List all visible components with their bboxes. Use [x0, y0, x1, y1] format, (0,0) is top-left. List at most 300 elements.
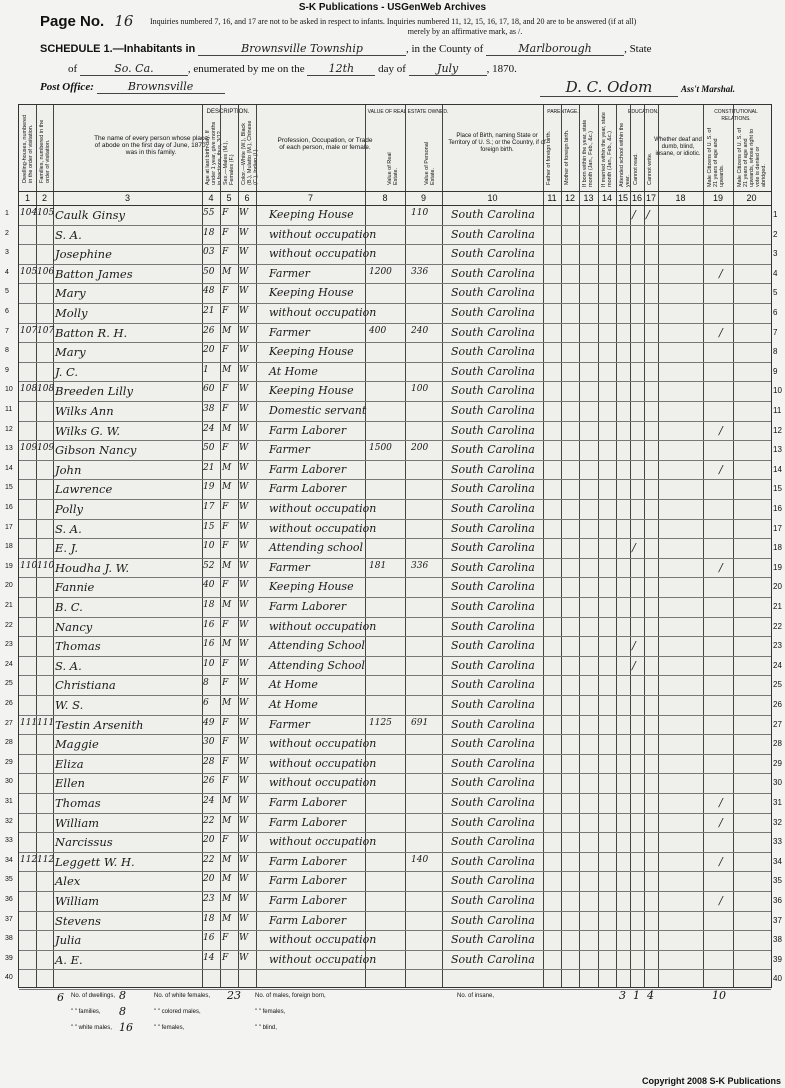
- col8-header: Value of Real Estate.: [387, 152, 399, 185]
- cell-occ: At Home: [269, 364, 318, 378]
- cell-name: Caulk Ginsy: [55, 208, 126, 222]
- cell-occ: Attending School: [269, 639, 365, 653]
- row-number-left: 31: [5, 798, 13, 805]
- row-number-left: 28: [5, 739, 13, 747]
- schedule-label: SCHEDULE 1.—Inhabitants in: [40, 43, 196, 55]
- cell-name: S. A.: [55, 227, 82, 242]
- cell-c19: /: [719, 894, 723, 907]
- cell-occ: Farm Laborer: [269, 854, 347, 868]
- cell-birth: South Carolina: [451, 345, 535, 359]
- cell-birth: South Carolina: [451, 364, 535, 378]
- footer-text: 8: [119, 989, 126, 1002]
- cell-birth: South Carolina: [451, 796, 535, 809]
- column-divider: [630, 105, 631, 987]
- cell-re: 1125: [369, 717, 392, 728]
- cell-birth: South Carolina: [451, 325, 535, 339]
- cell-sex: M: [222, 364, 232, 375]
- row-divider: [19, 813, 771, 814]
- row-number: 32: [773, 817, 782, 827]
- row-divider: [19, 381, 771, 382]
- cell-birth: South Carolina: [451, 698, 535, 711]
- cell-occ: without occupation: [269, 227, 377, 241]
- row-number: 11: [773, 406, 782, 415]
- row-divider: [19, 264, 771, 265]
- cell-c19: /: [719, 560, 723, 574]
- row-number: 39: [773, 954, 782, 964]
- row-number-left: 24: [5, 660, 13, 668]
- cell-occ: without occupation: [269, 756, 377, 770]
- cell-sex: F: [222, 345, 229, 356]
- row-divider: [19, 891, 771, 892]
- column-number: 2: [41, 193, 47, 203]
- cell-occ: without occupation: [269, 776, 377, 790]
- row-number: 28: [773, 739, 782, 749]
- column-number: 4: [208, 193, 214, 203]
- footer-text: No. of white females,: [154, 993, 211, 999]
- state-field: So. Ca.: [80, 62, 188, 76]
- value-header: VALUE OF REAL ESTATE OWNED.: [367, 109, 449, 115]
- column-number: 14: [601, 193, 612, 203]
- cell-age: 26: [203, 325, 215, 336]
- cell-c19: /: [719, 325, 723, 339]
- column-number: 12: [564, 193, 575, 203]
- cell-sex: M: [222, 796, 232, 806]
- cell-birth: South Carolina: [451, 541, 535, 555]
- cell-age: 26: [203, 776, 215, 787]
- page-number-label: Page No.: [40, 13, 105, 30]
- col3-header: The name of every person whose place of abode on the first day of June, 1870, was in this family.: [94, 135, 208, 156]
- cell-col: W: [239, 384, 249, 395]
- cell-col: W: [239, 698, 249, 708]
- column-divider: [543, 105, 544, 987]
- row-number-left: 19: [5, 562, 13, 570]
- cell-age: 18: [203, 913, 215, 924]
- row-number: 20: [773, 582, 782, 592]
- cell-birth: South Carolina: [451, 266, 535, 280]
- row-divider: [19, 832, 771, 833]
- column-number: 19: [712, 193, 723, 203]
- column-number: 15: [617, 193, 628, 203]
- row-number: 4: [773, 268, 778, 278]
- row-number-left: 9: [5, 366, 9, 374]
- row-number: 3: [773, 249, 778, 259]
- cell-sex: M: [222, 423, 232, 434]
- column-divider: [644, 105, 645, 987]
- col9-header: Value of Personal Estate.: [424, 141, 436, 185]
- cell-dw: 104: [20, 208, 38, 218]
- county-field: Marlborough: [486, 42, 624, 56]
- cell-dw: 109: [20, 443, 38, 454]
- cell-age: 6: [203, 698, 209, 708]
- cell-col: W: [239, 404, 249, 414]
- cell-col: W: [239, 776, 249, 787]
- column-divider: [733, 105, 734, 987]
- cell-sex: F: [222, 502, 229, 512]
- cell-sex: F: [222, 835, 229, 846]
- cell-birth: South Carolina: [451, 306, 535, 319]
- cell-name: Breeden Lilly: [55, 384, 133, 399]
- cell-col: W: [239, 952, 249, 963]
- col19-header: Male Citizens of U. S. of 21 years of age and upwards.: [707, 128, 725, 187]
- cell-c16: /: [632, 639, 636, 653]
- cell-birth: South Carolina: [451, 208, 535, 221]
- row-number: 31: [773, 798, 782, 807]
- column-number: 1: [24, 193, 30, 203]
- cell-re: 400: [369, 325, 387, 336]
- row-number-left: 21: [5, 602, 13, 609]
- cell-c19: /: [719, 815, 723, 829]
- row-number: 7: [773, 327, 778, 337]
- cell-c16: /: [632, 208, 636, 221]
- footer-text: No. of dwellings,: [71, 993, 116, 999]
- cell-name: S. A.: [55, 658, 82, 673]
- cell-col: W: [239, 306, 249, 316]
- cell-occ: Farm Laborer: [269, 913, 347, 927]
- row-number-left: 22: [5, 621, 13, 629]
- cell-col: W: [239, 462, 249, 473]
- description-header: DESCRIPTION.: [206, 109, 250, 115]
- row-divider: [19, 401, 771, 402]
- cell-birth: South Carolina: [451, 619, 535, 633]
- of-label: of: [68, 63, 78, 75]
- cell-name: Wilks Ann: [55, 404, 114, 418]
- cell-col: W: [239, 619, 249, 630]
- cell-age: 8: [203, 678, 209, 689]
- cell-sex: F: [222, 756, 229, 767]
- col15-header: Attended school within the year.: [619, 122, 631, 187]
- cell-col: W: [239, 560, 249, 571]
- cell-age: 21: [203, 306, 215, 316]
- page-number: [40, 12, 133, 30]
- cell-fam: 109: [37, 443, 55, 454]
- column-number: 6: [244, 193, 250, 203]
- instructions-note: [150, 17, 780, 37]
- cell-occ: without occupation: [269, 502, 377, 515]
- cell-birth: South Carolina: [451, 874, 535, 888]
- cell-occ: Farm Laborer: [269, 462, 347, 476]
- row-number: 12: [773, 425, 782, 435]
- cell-col: W: [239, 678, 249, 689]
- cell-col: W: [239, 502, 249, 512]
- cell-age: 10: [203, 541, 215, 552]
- footer-text: 23: [227, 989, 241, 1002]
- cell-col: W: [239, 521, 249, 532]
- row-number-left: 3: [5, 249, 9, 257]
- cell-col: W: [239, 913, 249, 924]
- footer-text: No. of males, foreign born,: [255, 993, 326, 999]
- cell-col: W: [239, 482, 249, 493]
- row-number-left: 7: [5, 327, 9, 335]
- cell-sex: M: [222, 560, 232, 571]
- col4-header: Age at last birth-day. If under 1 year, give months in fractions, thus, 3/12.: [205, 121, 223, 185]
- cell-name: A. E.: [55, 952, 83, 967]
- row-divider: [19, 421, 771, 422]
- col11-header: Father of foreign birth.: [546, 130, 552, 185]
- copyright-notice: Copyright 2008 S-K Publications: [641, 1076, 781, 1086]
- cell-sex: F: [222, 247, 229, 258]
- row-number: 22: [773, 621, 782, 631]
- township-field: Brownsville Township: [198, 42, 406, 56]
- cell-birth: South Carolina: [451, 482, 535, 496]
- cell-birth: South Carolina: [451, 658, 535, 672]
- footer-text: 10: [712, 989, 726, 1002]
- cell-col: W: [239, 325, 249, 336]
- cell-occ: Farm Laborer: [269, 796, 347, 809]
- cell-col: W: [239, 717, 249, 728]
- row-divider: [19, 852, 771, 853]
- cell-sex: F: [222, 678, 229, 689]
- row-divider: [19, 460, 771, 461]
- cell-name: Testin Arsenith: [55, 717, 144, 732]
- cell-birth: South Carolina: [451, 952, 535, 966]
- row-number-left: 4: [5, 268, 9, 276]
- cell-birth: South Carolina: [451, 560, 535, 574]
- cell-occ: without occupation: [269, 619, 377, 633]
- footer-text: " " families,: [71, 1009, 101, 1015]
- cell-age: 14: [203, 952, 215, 963]
- marshal-line: [540, 78, 735, 97]
- row-number: 10: [773, 386, 782, 396]
- post-office-label: Post Office:: [40, 81, 94, 93]
- cell-sex: F: [222, 952, 229, 963]
- column-number: 7: [307, 193, 313, 203]
- cell-name: Christiana: [55, 678, 116, 693]
- cell-col: W: [239, 933, 249, 944]
- cell-occ: without occupation: [269, 247, 377, 261]
- cell-c19: /: [719, 462, 723, 476]
- column-divider: [598, 105, 599, 987]
- row-number-left: 32: [5, 817, 13, 825]
- cell-col: W: [239, 874, 249, 885]
- row-divider: [19, 538, 771, 539]
- marshal-label: Ass't Marshal.: [681, 84, 736, 94]
- row-number: 6: [773, 308, 778, 317]
- cell-age: 40: [203, 580, 215, 591]
- day-label: day of: [378, 63, 406, 75]
- cell-sex: F: [222, 541, 229, 552]
- cell-col: W: [239, 639, 249, 650]
- header-divider: [19, 191, 771, 192]
- cell-dw: 105: [20, 266, 38, 277]
- cell-sex: F: [222, 208, 229, 218]
- row-number: 38: [773, 935, 782, 945]
- footer-text: " " white males,: [71, 1025, 112, 1031]
- row-divider: [19, 303, 771, 304]
- row-number: 15: [773, 484, 782, 494]
- row-number-left: 1: [5, 210, 9, 217]
- cell-fam: 105: [37, 208, 55, 218]
- row-number-left: 25: [5, 680, 13, 688]
- page-number-value: 16: [114, 12, 134, 30]
- row-number-left: 17: [5, 523, 13, 531]
- row-number: 36: [773, 896, 782, 905]
- cell-col: W: [239, 443, 249, 454]
- row-number-left: 6: [5, 308, 9, 315]
- cell-name: Thomas: [55, 796, 101, 810]
- cell-fam: 106: [37, 266, 55, 277]
- cell-name: Stevens: [55, 913, 101, 928]
- row-number: 17: [773, 523, 782, 533]
- row-divider: [19, 911, 771, 912]
- row-number: 26: [773, 700, 782, 709]
- cell-sex: M: [222, 266, 232, 277]
- cell-occ: Farmer: [269, 325, 310, 339]
- cell-name: Wilks G. W.: [55, 423, 121, 438]
- cell-birth: South Carolina: [451, 854, 535, 868]
- enumerated-label: , enumerated by me on the: [187, 63, 305, 75]
- month-field: July: [409, 62, 487, 76]
- cell-name: E. J.: [55, 541, 79, 556]
- post-office-field: Brownsville: [97, 80, 225, 94]
- footer-text: " " females,: [154, 1025, 185, 1031]
- cell-age: 52: [203, 560, 215, 571]
- row-number: 37: [773, 915, 782, 925]
- cell-occ: without occupation: [269, 737, 377, 751]
- cell-occ: Attending School: [269, 658, 365, 672]
- footer-text: " " colored males,: [154, 1009, 201, 1015]
- column-number: 13: [583, 193, 594, 203]
- row-divider: [19, 283, 771, 284]
- cell-name: Alex: [55, 874, 81, 889]
- row-number-left: 34: [5, 856, 13, 864]
- cell-name: John: [55, 462, 82, 477]
- row-number: 25: [773, 680, 782, 690]
- cell-c16: /: [632, 541, 636, 555]
- row-divider: [19, 950, 771, 951]
- cell-pe: 240: [411, 325, 429, 336]
- enumeration-line: [68, 62, 517, 76]
- cell-birth: South Carolina: [451, 815, 535, 829]
- cell-age: 16: [203, 619, 215, 630]
- col7-header: Profession, Occupation, or Trade of each person, male or female.: [277, 137, 373, 151]
- cell-c17: /: [646, 208, 650, 221]
- cell-sex: M: [222, 815, 232, 826]
- cell-occ: Keeping House: [269, 286, 354, 300]
- footer-text: No. of insane,: [457, 993, 495, 999]
- column-divider: [442, 105, 443, 987]
- cell-name: Mary: [55, 286, 86, 301]
- row-number-left: 30: [5, 778, 13, 786]
- cell-age: 30: [203, 737, 215, 748]
- cell-dw: 108: [20, 384, 38, 395]
- cell-sex: F: [222, 933, 229, 944]
- cell-occ: without occupation: [269, 933, 377, 947]
- footer-text: 16: [119, 1021, 133, 1034]
- column-number: 20: [746, 193, 757, 203]
- cell-birth: South Carolina: [451, 639, 535, 653]
- cell-age: 20: [203, 835, 215, 846]
- cell-sex: F: [222, 521, 229, 532]
- cell-birth: South Carolina: [451, 678, 535, 692]
- row-number: 14: [773, 464, 782, 474]
- cell-occ: Farm Laborer: [269, 815, 347, 829]
- row-number-left: 38: [5, 935, 13, 943]
- column-number: 5: [226, 193, 232, 203]
- cell-name: Nancy: [55, 619, 93, 634]
- row-number-left: 20: [5, 582, 13, 590]
- col5-header: Sex.—Males (M.), Females (F.): [223, 140, 235, 185]
- cell-name: Mary: [55, 345, 86, 360]
- cell-pe: 336: [411, 266, 429, 277]
- cell-occ: Farm Laborer: [269, 874, 347, 888]
- cell-age: 20: [203, 874, 215, 885]
- row-number-left: 10: [5, 386, 13, 394]
- row-number-left: 33: [5, 837, 13, 845]
- cell-col: W: [239, 286, 249, 297]
- row-divider: [19, 440, 771, 441]
- cell-age: 22: [203, 854, 215, 865]
- col10-header: Place of Birth, naming State or Territory of U. S.; or the Country, if of foreign birth.: [448, 133, 546, 153]
- cell-age: 16: [203, 639, 215, 650]
- cell-age: 19: [203, 482, 215, 493]
- cell-fam: 112: [37, 854, 55, 865]
- row-number: 29: [773, 758, 782, 768]
- cell-age: 38: [203, 404, 215, 414]
- schedule-line: [40, 42, 652, 56]
- cell-sex: M: [222, 325, 232, 336]
- row-number-left: 2: [5, 229, 9, 237]
- row-divider: [19, 773, 771, 774]
- cell-age: 23: [203, 894, 215, 904]
- cell-sex: F: [222, 658, 229, 669]
- cell-sex: F: [222, 737, 229, 748]
- column-number: 10: [487, 193, 498, 203]
- constitutional-header: CONSTITUTIONAL RELATIONS.: [714, 109, 758, 122]
- census-table: [5, 104, 782, 1034]
- cell-age: 16: [203, 933, 215, 944]
- footer-text: 8: [119, 1005, 126, 1018]
- cell-birth: South Carolina: [451, 384, 535, 398]
- cell-re: 1500: [369, 443, 392, 454]
- row-divider: [19, 362, 771, 363]
- state-label: , State: [624, 43, 652, 55]
- row-number: 24: [773, 660, 782, 670]
- cell-col: W: [239, 737, 249, 748]
- cell-name: Molly: [55, 306, 88, 320]
- column-divider: [703, 105, 704, 987]
- cell-col: W: [239, 541, 249, 552]
- column-number: 18: [675, 193, 686, 203]
- row-divider: [19, 656, 771, 657]
- cell-sex: F: [222, 717, 229, 728]
- cell-fam: 111: [37, 717, 55, 728]
- row-number: 34: [773, 856, 782, 866]
- footer-text: " " blind,: [255, 1025, 277, 1031]
- row-number-left: 27: [5, 719, 13, 727]
- publisher-banner: S-K Publications - USGenWeb Archives: [298, 2, 487, 13]
- cell-birth: South Carolina: [451, 580, 535, 594]
- row-number-left: 15: [5, 484, 13, 492]
- cell-sex: M: [222, 462, 232, 473]
- cell-birth: South Carolina: [451, 933, 535, 947]
- footer-text: " " females,: [255, 1009, 286, 1015]
- row-number-left: 37: [5, 915, 13, 923]
- cell-col: W: [239, 227, 249, 238]
- cell-name: J. C.: [55, 364, 79, 379]
- footer-text: 4: [647, 989, 654, 1002]
- cell-sex: F: [222, 227, 229, 238]
- cell-pe: 336: [411, 560, 429, 571]
- cell-name: Batton James: [55, 266, 133, 281]
- row-number: 16: [773, 504, 782, 513]
- county-label: , in the County of: [406, 43, 484, 55]
- column-divider: [579, 105, 580, 987]
- cell-pe: 200: [411, 443, 429, 454]
- row-divider: [19, 871, 771, 872]
- cell-sex: M: [222, 698, 232, 708]
- row-divider: [19, 519, 771, 520]
- column-divider: [405, 105, 406, 987]
